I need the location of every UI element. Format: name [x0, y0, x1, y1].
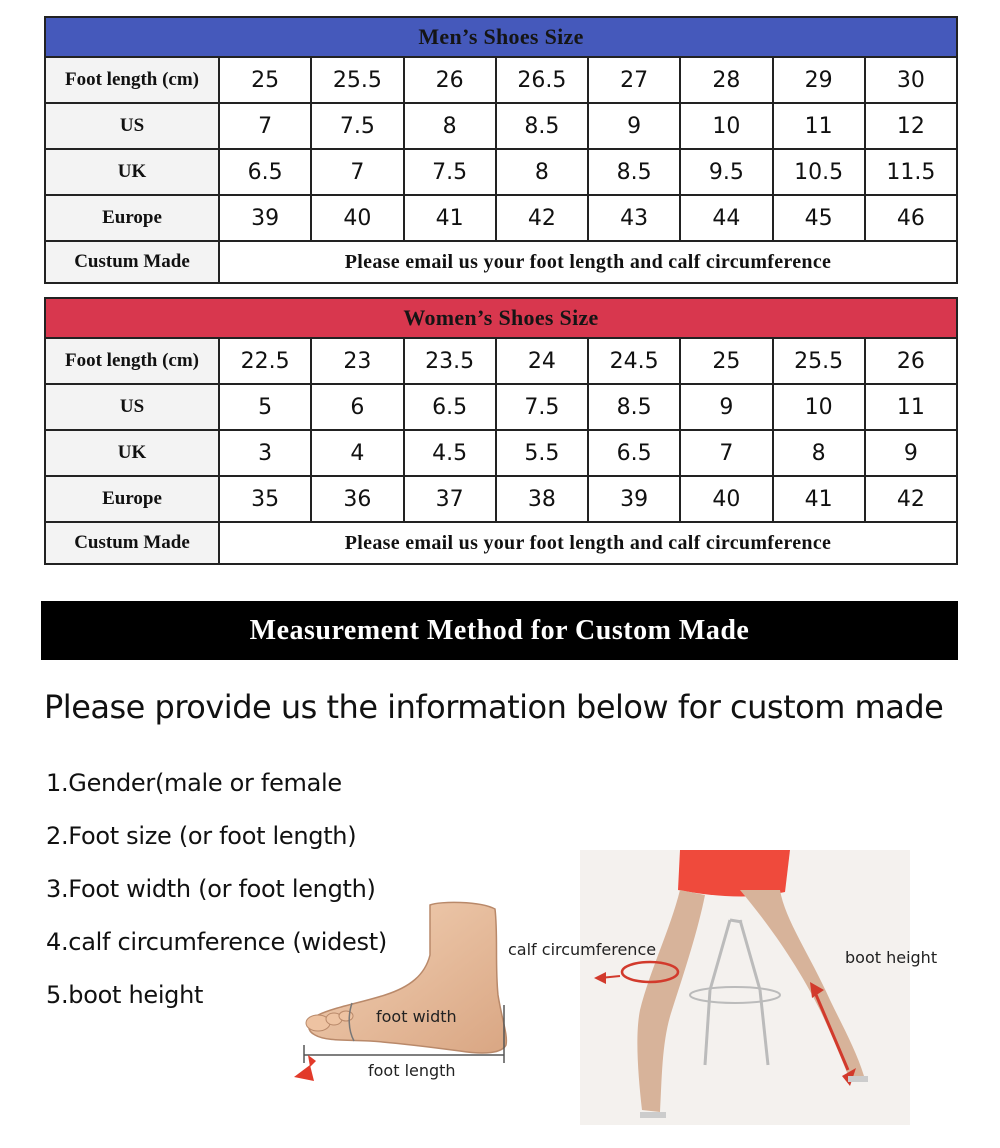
size-cell: 5	[219, 384, 311, 430]
size-cell: 7.5	[311, 103, 403, 149]
size-cell: 5.5	[496, 430, 588, 476]
foot-measurement-illustration	[290, 895, 520, 1095]
size-cell: 40	[311, 195, 403, 241]
size-cell: 35	[219, 476, 311, 522]
size-row	[45, 149, 957, 195]
info-item-calf: 4.calf circumference (widest)	[46, 928, 387, 956]
size-cell: 46	[865, 195, 957, 241]
mens-size-table	[44, 16, 958, 284]
size-cell: 41	[773, 476, 865, 522]
custom-made-row	[45, 241, 957, 283]
leg-drawing	[580, 850, 910, 1125]
size-row	[45, 338, 957, 384]
size-cell: 11	[865, 384, 957, 430]
size-cell: 42	[496, 195, 588, 241]
size-cell: 25	[680, 338, 772, 384]
size-cell: 9.5	[680, 149, 772, 195]
custom-made-label: Custum Made	[45, 522, 219, 564]
leg-measurement-illustration	[508, 850, 938, 1125]
size-cell: 39	[219, 195, 311, 241]
row-label: US	[45, 103, 219, 149]
size-cell: 37	[404, 476, 496, 522]
size-cell: 8	[496, 149, 588, 195]
size-row	[45, 57, 957, 103]
size-cell: 7	[311, 149, 403, 195]
size-cell: 4	[311, 430, 403, 476]
row-label: UK	[45, 149, 219, 195]
size-cell: 25.5	[311, 57, 403, 103]
info-item-foot-size: 2.Foot size (or foot length)	[46, 822, 357, 850]
size-cell: 24	[496, 338, 588, 384]
size-cell: 10	[773, 384, 865, 430]
size-cell: 25	[219, 57, 311, 103]
size-cell: 3	[219, 430, 311, 476]
boot-height-label: boot height	[845, 948, 938, 967]
size-cell: 26	[865, 338, 957, 384]
size-cell: 6.5	[404, 384, 496, 430]
size-cell: 38	[496, 476, 588, 522]
size-cell: 23	[311, 338, 403, 384]
size-cell: 12	[865, 103, 957, 149]
size-cell: 9	[865, 430, 957, 476]
size-cell: 8	[404, 103, 496, 149]
size-cell: 9	[680, 384, 772, 430]
size-cell: 45	[773, 195, 865, 241]
info-item-foot-width: 3.Foot width (or foot length)	[46, 875, 376, 903]
size-cell: 6.5	[219, 149, 311, 195]
custom-made-note: Please email us your foot length and calf circumference	[219, 522, 957, 564]
row-label: UK	[45, 430, 219, 476]
calf-circumference-label: calf circumference	[508, 940, 657, 959]
row-label: US	[45, 384, 219, 430]
size-cell: 11	[773, 103, 865, 149]
row-label: Foot length (cm)	[45, 57, 219, 103]
size-cell: 43	[588, 195, 680, 241]
womens-table-title: Women’s Shoes Size	[45, 298, 957, 338]
size-cell: 26.5	[496, 57, 588, 103]
mens-table-title: Men’s Shoes Size	[45, 17, 957, 57]
size-row	[45, 384, 957, 430]
size-cell: 24.5	[588, 338, 680, 384]
size-cell: 8.5	[496, 103, 588, 149]
row-label: Europe	[45, 476, 219, 522]
foot-width-label: foot width	[376, 1007, 457, 1026]
measurement-method-banner: Measurement Method for Custom Made	[41, 601, 958, 660]
size-cell: 7	[219, 103, 311, 149]
size-cell: 6.5	[588, 430, 680, 476]
size-cell: 8.5	[588, 384, 680, 430]
size-cell: 6	[311, 384, 403, 430]
size-cell: 8.5	[588, 149, 680, 195]
size-cell: 9	[588, 103, 680, 149]
size-cell: 26	[404, 57, 496, 103]
size-cell: 27	[588, 57, 680, 103]
intro-text: Please provide us the information below for custom made	[44, 688, 944, 726]
row-label: Europe	[45, 195, 219, 241]
custom-made-label: Custum Made	[45, 241, 219, 283]
custom-made-note: Please email us your foot length and calf circumference	[219, 241, 957, 283]
size-cell: 41	[404, 195, 496, 241]
size-cell: 29	[773, 57, 865, 103]
size-cell: 4.5	[404, 430, 496, 476]
size-cell: 25.5	[773, 338, 865, 384]
size-row	[45, 103, 957, 149]
size-cell: 23.5	[404, 338, 496, 384]
custom-made-row	[45, 522, 957, 564]
size-row	[45, 430, 957, 476]
size-cell: 36	[311, 476, 403, 522]
size-cell: 30	[865, 57, 957, 103]
size-cell: 8	[773, 430, 865, 476]
info-item-boot-height: 5.boot height	[46, 981, 204, 1009]
size-cell: 10.5	[773, 149, 865, 195]
size-row	[45, 195, 957, 241]
size-cell: 7	[680, 430, 772, 476]
size-cell: 44	[680, 195, 772, 241]
size-cell: 39	[588, 476, 680, 522]
row-label: Foot length (cm)	[45, 338, 219, 384]
size-cell: 7.5	[404, 149, 496, 195]
foot-length-label: foot length	[368, 1061, 456, 1080]
size-cell: 7.5	[496, 384, 588, 430]
size-cell: 11.5	[865, 149, 957, 195]
womens-size-table	[44, 297, 958, 565]
size-row	[45, 476, 957, 522]
size-cell: 10	[680, 103, 772, 149]
size-cell: 40	[680, 476, 772, 522]
size-cell: 42	[865, 476, 957, 522]
size-cell: 22.5	[219, 338, 311, 384]
info-item-gender: 1.Gender(male or female	[46, 769, 342, 797]
size-cell: 28	[680, 57, 772, 103]
